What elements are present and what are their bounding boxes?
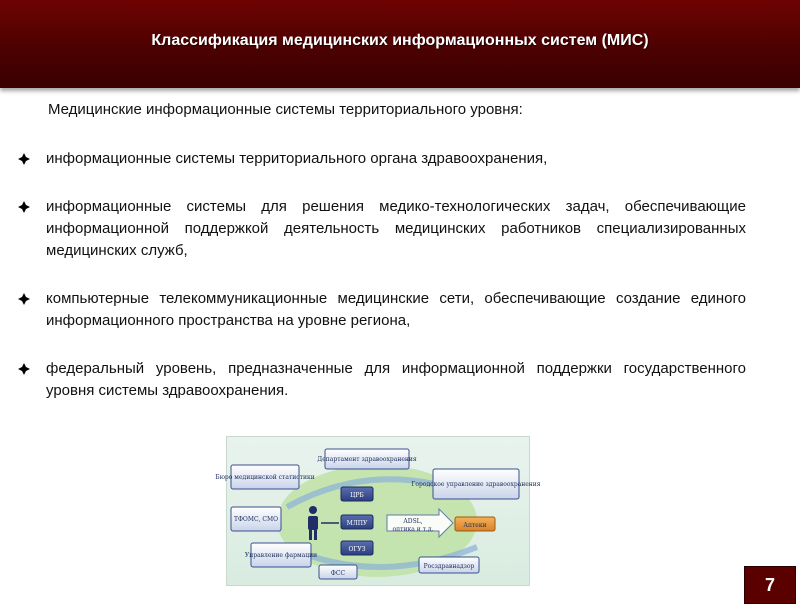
fss-node: [319, 565, 357, 579]
optics-label: оптика и т.д.: [392, 526, 434, 533]
city-label: Городское управление здравоохранения: [411, 481, 541, 488]
crb-node: [341, 487, 373, 501]
bullet-text: информационные системы для решения медико-технологических задач, обеспечивающие информационной поддержкой деятельность медицинских работников специализированных медицинских служб,: [46, 198, 746, 259]
bureau-label: Бюро медицинской статистики: [215, 474, 315, 481]
intro-text: Медицинские информационные системы территориального уровня:: [48, 101, 523, 118]
pharmacy-node: [455, 517, 495, 531]
bureau-node: [215, 465, 314, 489]
tfoms-label: ТФОМС, СМО: [233, 516, 279, 523]
bullet-text: информационные системы территориального органа здравоохранения,: [46, 150, 548, 167]
pharm-admin-label: Управление фармации: [244, 552, 318, 559]
list-item: [18, 358, 746, 402]
pharm-admin-node: [245, 543, 317, 567]
mlpu-label: МЛПУ: [346, 520, 368, 527]
list-item: [18, 288, 746, 332]
page-number-box: [744, 566, 796, 604]
list-item: [18, 148, 746, 170]
bullet-text: федеральный уровень, предназначенные для информационной поддержки государственного уровня системы здравоохранения.: [46, 360, 746, 399]
crb-label: ЦРБ: [350, 492, 364, 499]
pharmacy-label: Аптеки: [463, 522, 487, 529]
fss-label: ФСС: [330, 570, 346, 577]
title-bar: [0, 0, 800, 88]
diamond-bullet-icon: [18, 201, 30, 213]
tfoms-node: [231, 507, 281, 531]
slide-title: Классификация медицинских информационных систем (МИС): [151, 32, 649, 49]
roszdrav-label: Росздравнадзор: [423, 563, 475, 570]
diamond-bullet-icon: [18, 293, 30, 305]
page-number: 7: [764, 575, 775, 595]
adsl-label: ADSL,: [403, 518, 423, 525]
bullet-list: [18, 148, 746, 428]
dept-node: [317, 449, 417, 469]
dept-label: Департамент здравоохранения: [317, 456, 417, 463]
mlpu-node: [341, 515, 373, 529]
network-diagram: [215, 436, 541, 586]
diagram-canvas: [215, 437, 541, 585]
bullet-text: компьютерные телекоммуникационные медицинские сети, обеспечивающие создание единого информационного пространства на уровне региона,: [46, 290, 746, 329]
oguz-label: ОГУЗ: [348, 546, 366, 553]
oguz-node: [341, 541, 373, 555]
list-item: [18, 196, 746, 262]
diamond-bullet-icon: [18, 363, 30, 375]
diamond-bullet-icon: [18, 153, 30, 165]
roszdrav-node: [419, 557, 479, 573]
